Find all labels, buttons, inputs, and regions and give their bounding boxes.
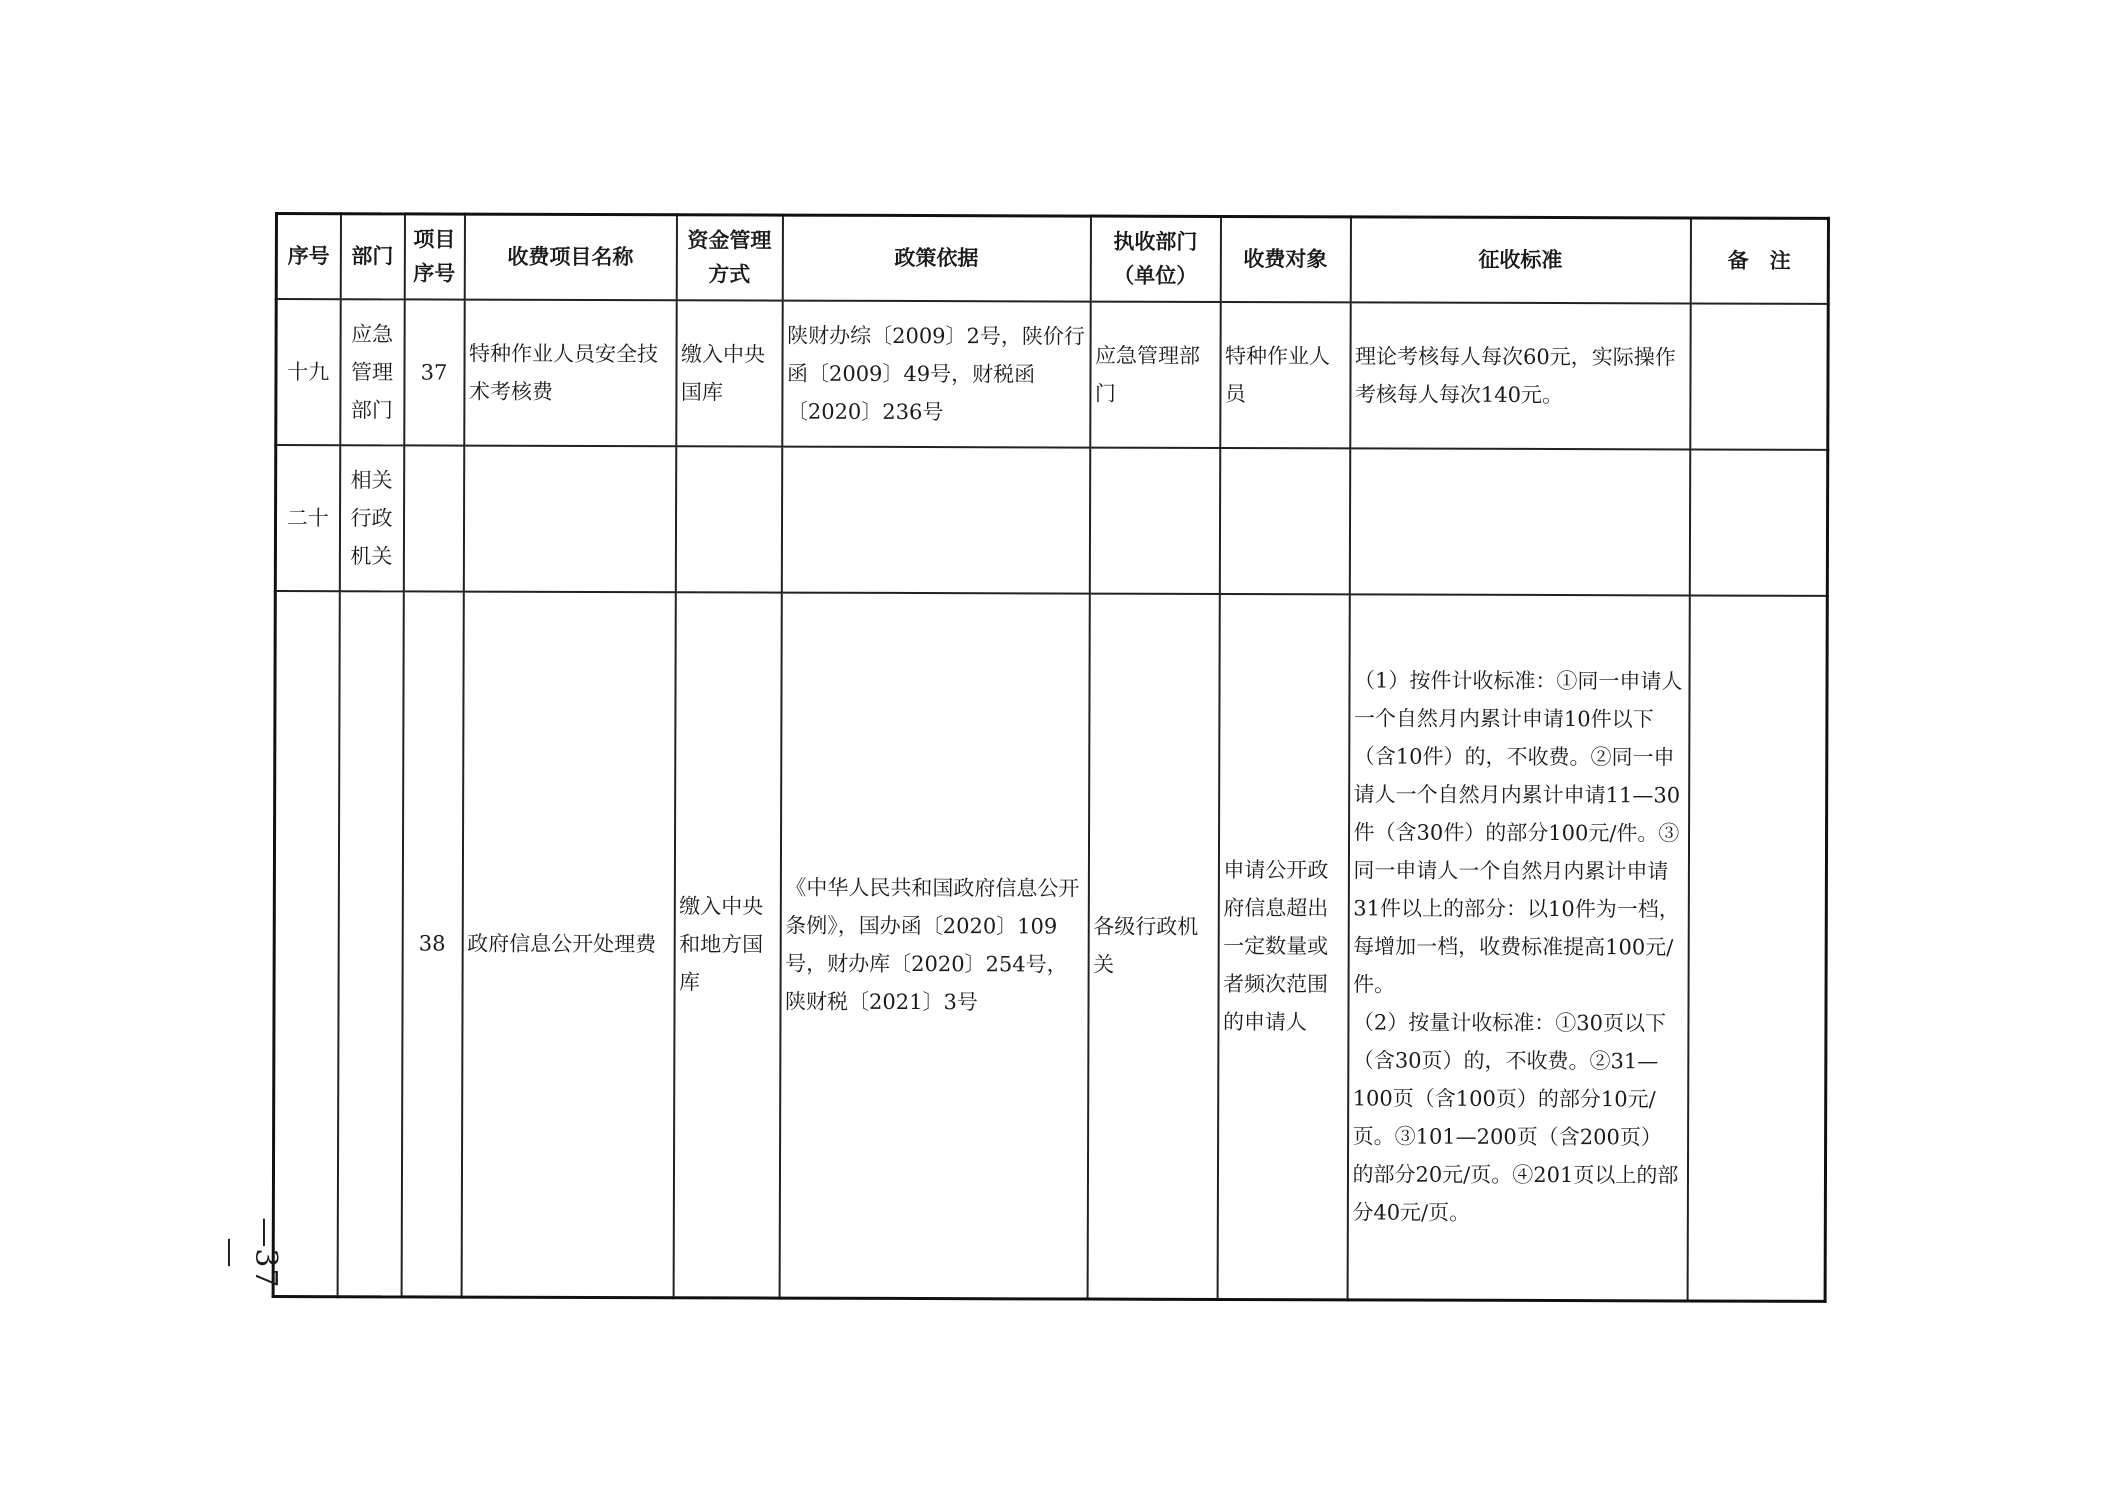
cell-target: [1219, 447, 1349, 593]
cell-name: 政府信息公开处理费: [461, 591, 675, 1298]
cell-seq: [273, 591, 339, 1297]
fee-table: [272, 212, 1830, 1303]
cell-fund: 缴入中央和地方国库: [673, 592, 781, 1298]
cell-seq: 十九: [276, 299, 340, 445]
cell-target: 特种作业人员: [1220, 301, 1350, 447]
header-standard: 征收标准: [1350, 217, 1690, 303]
table-header-row: [276, 214, 1828, 304]
cell-dept: [337, 591, 403, 1297]
cell-fund: 缴入中央国库: [676, 300, 782, 446]
cell-collector: 各级行政机关: [1087, 593, 1219, 1299]
header-note: 备 注: [1690, 218, 1828, 303]
cell-collector: 应急管理部门: [1090, 301, 1220, 447]
header-fund: 资金管理 方式: [676, 215, 782, 300]
table-row: [273, 591, 1827, 1302]
table-row: [275, 445, 1827, 596]
cell-note: [1690, 303, 1828, 449]
header-name: 收费项目名称: [464, 214, 676, 300]
cell-item-no: 38: [401, 591, 463, 1297]
header-target: 收费对象: [1220, 216, 1350, 301]
cell-name: 特种作业人员安全技术考核费: [464, 299, 676, 446]
cell-dept: 相关 行政 机关: [339, 445, 403, 591]
cell-dept: 应急 管理 部门: [340, 299, 404, 445]
cell-collector: [1089, 447, 1219, 593]
cell-policy: 《中华人民共和国政府信息公开条例》，国办函〔2020〕109号，财办库〔2020〕254号，陕财税〔2021〕3号: [779, 592, 1089, 1299]
page-number: —37—: [213, 1217, 283, 1289]
header-item-no: 项目 序号: [404, 214, 464, 299]
cell-standard: 理论考核每人每次60元，实际操作考核每人每次140元。: [1350, 302, 1690, 449]
header-policy: 政策依据: [782, 215, 1090, 301]
cell-standard: [1349, 448, 1689, 595]
header-dept: 部门: [340, 214, 404, 299]
cell-note: [1689, 449, 1827, 595]
cell-standard: （1）按件计收标准：①同一申请人一个自然月内累计申请10件以下（含10件）的，不收费。②同一申请人一个自然月内累计申请11—30件（含30件）的部分100元/件。③同一申请人一个自然月内累计申请31件以上的部分：以10件为一档，每增加一档，收费标准提高100元/件。 （2）按量计收标准：①30页以下（含30页）的，不收费。②31—100页（含100页）的部分10元/页。③101—200页（含200页）的部分20元/页。④201页以上的部分40元/页。: [1347, 594, 1689, 1301]
cell-item-no: 37: [404, 299, 464, 445]
cell-policy: [781, 446, 1089, 593]
cell-target: 申请公开政府信息超出一定数量或者频次范围的申请人: [1217, 593, 1349, 1299]
cell-name: [463, 445, 675, 592]
table-row: [276, 299, 1828, 450]
header-collector: 执收部门 （单位）: [1090, 216, 1220, 301]
header-seq: 序号: [276, 214, 340, 299]
cell-note: [1687, 595, 1827, 1301]
cell-fund: [675, 446, 781, 592]
cell-item-no: [403, 445, 463, 591]
cell-policy: 陕财办综〔2009〕2号，陕价行函〔2009〕49号，财税函〔2020〕236号: [782, 300, 1090, 447]
cell-seq: 二十: [275, 445, 339, 591]
